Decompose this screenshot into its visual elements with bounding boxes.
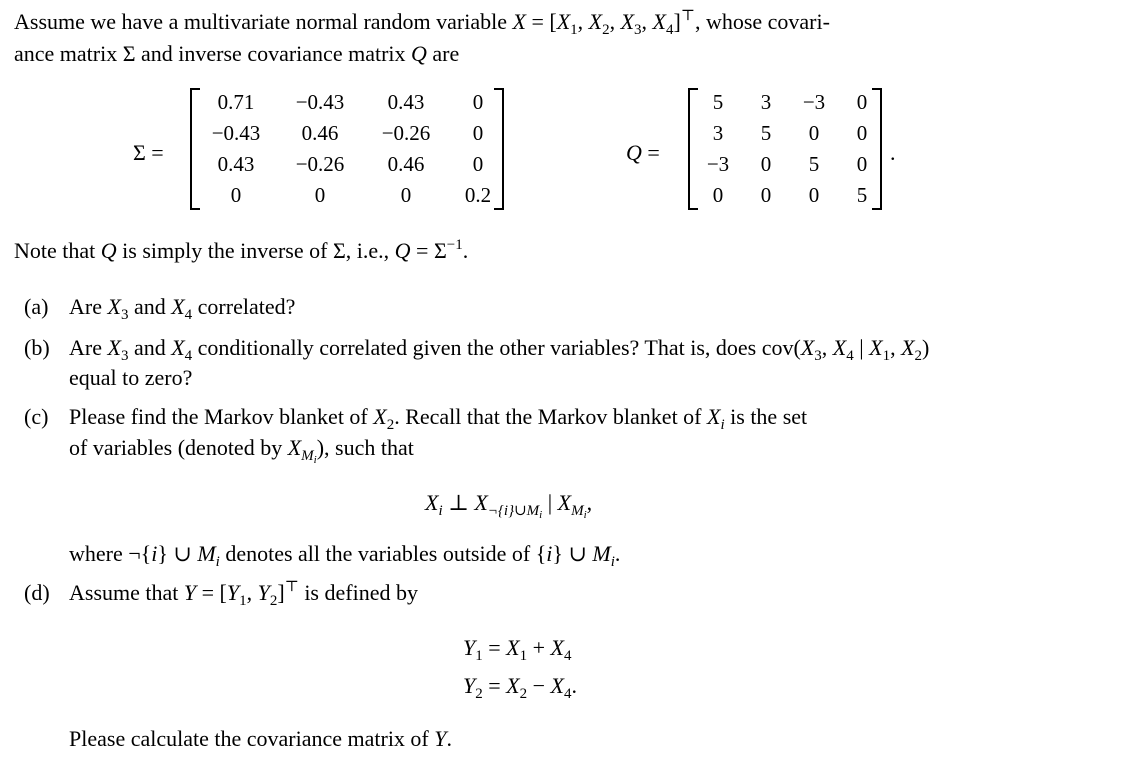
q-cell-r1-c1: 5 bbox=[712, 90, 724, 114]
part-a-label: (a) bbox=[24, 294, 49, 319]
sigma-cell-r4-c2: 0 bbox=[314, 183, 326, 207]
sigma-cell-r2-c1: −0.43 bbox=[211, 121, 261, 145]
sigma-label: Σ = bbox=[133, 140, 164, 165]
sigma-cell-r4-c3: 0 bbox=[400, 183, 412, 207]
part-b-text-line-2: equal to zero? bbox=[69, 365, 193, 390]
q-cell-r2-c4: 0 bbox=[856, 121, 868, 145]
q-cell-r4-c2: 0 bbox=[760, 183, 772, 207]
sigma-matrix bbox=[190, 88, 504, 210]
note-line: Note that Q is simply the inverse of Σ, i.e., $Q = \Sigma^{-1}$. bbox=[14, 237, 469, 263]
q-trailing-period: . bbox=[890, 140, 896, 165]
intro-line-2: ance matrix Σ and inverse covariance matrix Q are bbox=[14, 41, 460, 66]
sigma-cell-r1-c4: 0 bbox=[472, 90, 484, 114]
q-cell-r4-c1: 0 bbox=[712, 183, 724, 207]
markov-blanket-formula: $X_i$ ⊥ $X_{\neg\{i\}\cup M_i}$ | $X_{M_i}$, bbox=[425, 490, 593, 521]
q-cell-r3-c4: 0 bbox=[856, 152, 868, 176]
q-cell-r3-c1: −3 bbox=[706, 152, 730, 176]
q-cell-r3-c3: 5 bbox=[808, 152, 820, 176]
sigma-cell-r3-c2: −0.26 bbox=[295, 152, 345, 176]
part-d-text: Assume that $Y = [Y_1$, $Y_2]^⊤$ is defined by bbox=[69, 579, 418, 609]
part-c-text-line-2: of variables (denoted by $X_{M_i}$), such that bbox=[69, 435, 414, 466]
part-a-text: Are $X_3$ and $X_4$ correlated? bbox=[69, 294, 296, 323]
sigma-cell-r1-c2: −0.43 bbox=[295, 90, 345, 114]
sigma-cell-r3-c3: 0.46 bbox=[387, 152, 425, 176]
q-cell-r3-c2: 0 bbox=[760, 152, 772, 176]
sigma-cell-r1-c1: 0.71 bbox=[217, 90, 255, 114]
sigma-cell-r4-c4: 0.2 bbox=[464, 183, 492, 207]
q-cell-r2-c3: 0 bbox=[808, 121, 820, 145]
part-c-label: (c) bbox=[24, 404, 49, 429]
q-cell-r4-c4: 5 bbox=[856, 183, 868, 207]
q-cell-r1-c2: 3 bbox=[760, 90, 772, 114]
sigma-cell-r3-c4: 0 bbox=[472, 152, 484, 176]
sigma-cell-r2-c2: 0.46 bbox=[301, 121, 339, 145]
q-cell-r1-c3: −3 bbox=[802, 90, 826, 114]
sigma-cell-r3-c1: 0.43 bbox=[217, 152, 255, 176]
sigma-cell-r2-c3: −0.26 bbox=[381, 121, 431, 145]
q-cell-r2-c1: 3 bbox=[712, 121, 724, 145]
part-b-label: (b) bbox=[24, 335, 50, 360]
equation-y1: $Y_1 = X_1 + X_4$ bbox=[463, 635, 572, 664]
q-matrix bbox=[688, 88, 882, 210]
intro-line-1: Assume we have a multivariate normal random variable $X = [X_1$, $X_2$, $X_3$, $X_4]^⊤$, whose covari- bbox=[14, 8, 830, 38]
part-c-where-line: where ¬{i} ∪ $M_i$ denotes all the variables outside of {i} ∪ $M_i$. bbox=[69, 541, 621, 570]
q-cell-r2-c2: 5 bbox=[760, 121, 772, 145]
equation-y2: $Y_2 = X_2 - X_4$. bbox=[463, 673, 577, 702]
part-d-label: (d) bbox=[24, 580, 50, 605]
sigma-cell-r4-c1: 0 bbox=[230, 183, 242, 207]
q-label: Q = bbox=[626, 140, 660, 165]
part-b-text-line-1: Are $X_3$ and $X_4$ conditionally correlated given the other variables? That is, does $cov(X_3$, $X_4$ | $X_1$, $X_2$) bbox=[69, 335, 930, 364]
sigma-cell-r1-c3: 0.43 bbox=[387, 90, 425, 114]
sigma-cell-r2-c4: 0 bbox=[472, 121, 484, 145]
q-cell-r1-c4: 0 bbox=[856, 90, 868, 114]
part-c-text-line-1: Please find the Markov blanket of $X_2$. Recall that the Markov blanket of $X_i$ is the set bbox=[69, 404, 808, 433]
part-d-final-line: Please calculate the covariance matrix of Y. bbox=[69, 726, 453, 751]
q-cell-r4-c3: 0 bbox=[808, 183, 820, 207]
